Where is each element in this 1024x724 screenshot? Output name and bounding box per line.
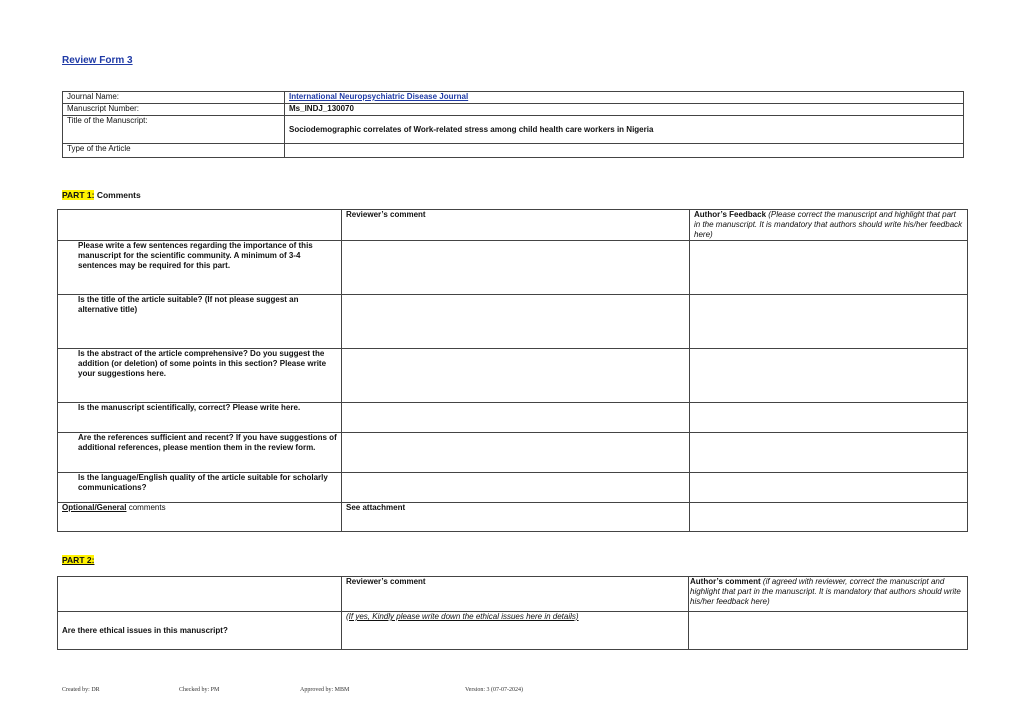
article-type-label: Type of the Article [63, 144, 285, 158]
manuscript-title-row [63, 116, 964, 144]
footer-created-by: Created by: DR [62, 687, 100, 693]
part1-reviewer-header: Reviewer’s comment [342, 210, 690, 241]
footer-checked-by: Checked by: PM [179, 687, 220, 693]
question-abstract: Is the abstract of the article comprehensive? Do you suggest the addition (or deletion) of some points in this section? Please write your suggestions here. [58, 349, 342, 403]
question-references: Are the references sufficient and recent? If you have suggestions of additional references, please mention them in the review form. [58, 433, 342, 473]
author-feedback-cell[interactable] [690, 295, 968, 349]
optional-reviewer-comment[interactable]: See attachment [342, 503, 690, 532]
question-language: Is the language/English quality of the article suitable for scholarly communications? [58, 473, 342, 503]
optional-comments-label [58, 503, 342, 532]
optional-author-feedback[interactable] [690, 503, 968, 532]
optional-comments-row [58, 503, 968, 532]
optional-general-rest: comments [128, 503, 166, 512]
manuscript-number-label: Manuscript Number: [63, 104, 285, 116]
ethical-issues-author-cell[interactable] [689, 612, 968, 650]
part1-header-row [58, 210, 968, 241]
table-row [58, 349, 968, 403]
part1-empty-header [58, 210, 342, 241]
ethical-issues-row [58, 612, 968, 650]
author-feedback-cell[interactable] [690, 349, 968, 403]
part2-heading [62, 555, 94, 565]
part2-author-header [689, 577, 968, 612]
table-row [58, 433, 968, 473]
manuscript-info-table [62, 91, 964, 158]
optional-general-bold: Optional/General [62, 503, 127, 512]
manuscript-title-label: Title of the Manuscript: [63, 116, 285, 144]
part2-header-row [58, 577, 968, 612]
ethical-issues-reviewer-note[interactable]: (If yes, Kindly please write down the ethical issues here in details) [342, 612, 689, 650]
author-feedback-cell[interactable] [690, 241, 968, 295]
form-title: Review Form 3 [62, 55, 133, 66]
reviewer-comment-cell[interactable] [342, 241, 690, 295]
author-feedback-cell[interactable] [690, 473, 968, 503]
manuscript-title-value: Sociodemographic correlates of Work-related stress among child health care workers in Nigeria [285, 116, 964, 144]
journal-link[interactable]: International Neuropsychiatric Disease Journal [289, 92, 469, 101]
ethical-issues-question: Are there ethical issues in this manuscript? [58, 612, 342, 650]
question-scientific: Is the manuscript scientifically, correct? Please write here. [58, 403, 342, 433]
journal-row [63, 92, 964, 104]
manuscript-number-value: Ms_INDJ_130070 [285, 104, 964, 116]
reviewer-comment-cell[interactable] [342, 295, 690, 349]
author-feedback-cell[interactable] [690, 403, 968, 433]
part2-author-header-note: (if agreed with reviewer, correct the manuscript and highlight that part in the manuscript. It is mandatory that authors should write his/her feedback here) [690, 577, 961, 606]
part1-author-header-bold: Author’s Feedback [694, 210, 767, 219]
part1-label: PART 1: [62, 190, 95, 200]
table-row [58, 295, 968, 349]
part2-author-header-bold: Author’s comment [690, 577, 761, 586]
question-title: Is the title of the article suitable? (If not please suggest an alternative title) [58, 295, 342, 349]
table-row [58, 241, 968, 295]
part1-heading [62, 190, 141, 200]
reviewer-comment-cell[interactable] [342, 349, 690, 403]
author-feedback-cell[interactable] [690, 433, 968, 473]
article-type-row [63, 144, 964, 158]
part1-author-header-note: (Please correct the manuscript and highlight that part in the manuscript. It is mandatory that authors should write his/her feedback here) [694, 210, 963, 239]
manuscript-number-row [63, 104, 964, 116]
reviewer-comment-cell[interactable] [342, 473, 690, 503]
part2-reviewer-header: Reviewer’s comment [342, 577, 689, 612]
part1-table [57, 209, 968, 532]
footer-version: Version: 3 (07-07-2024) [465, 687, 523, 693]
table-row [58, 403, 968, 433]
journal-label: Journal Name: [63, 92, 285, 104]
part1-suffix: Comments [96, 190, 141, 200]
part2-table [57, 576, 968, 650]
part2-label: PART 2: [62, 555, 95, 565]
part1-author-header [690, 210, 968, 241]
reviewer-comment-cell[interactable] [342, 433, 690, 473]
article-type-value[interactable] [285, 144, 964, 158]
footer-approved-by: Approved by: MBM [300, 687, 350, 693]
table-row [58, 473, 968, 503]
part2-empty-header [58, 577, 342, 612]
reviewer-comment-cell[interactable] [342, 403, 690, 433]
question-importance: Please write a few sentences regarding the importance of this manuscript for the scientific community. A minimum of 3-4 sentences may be required for this part. [58, 241, 342, 295]
